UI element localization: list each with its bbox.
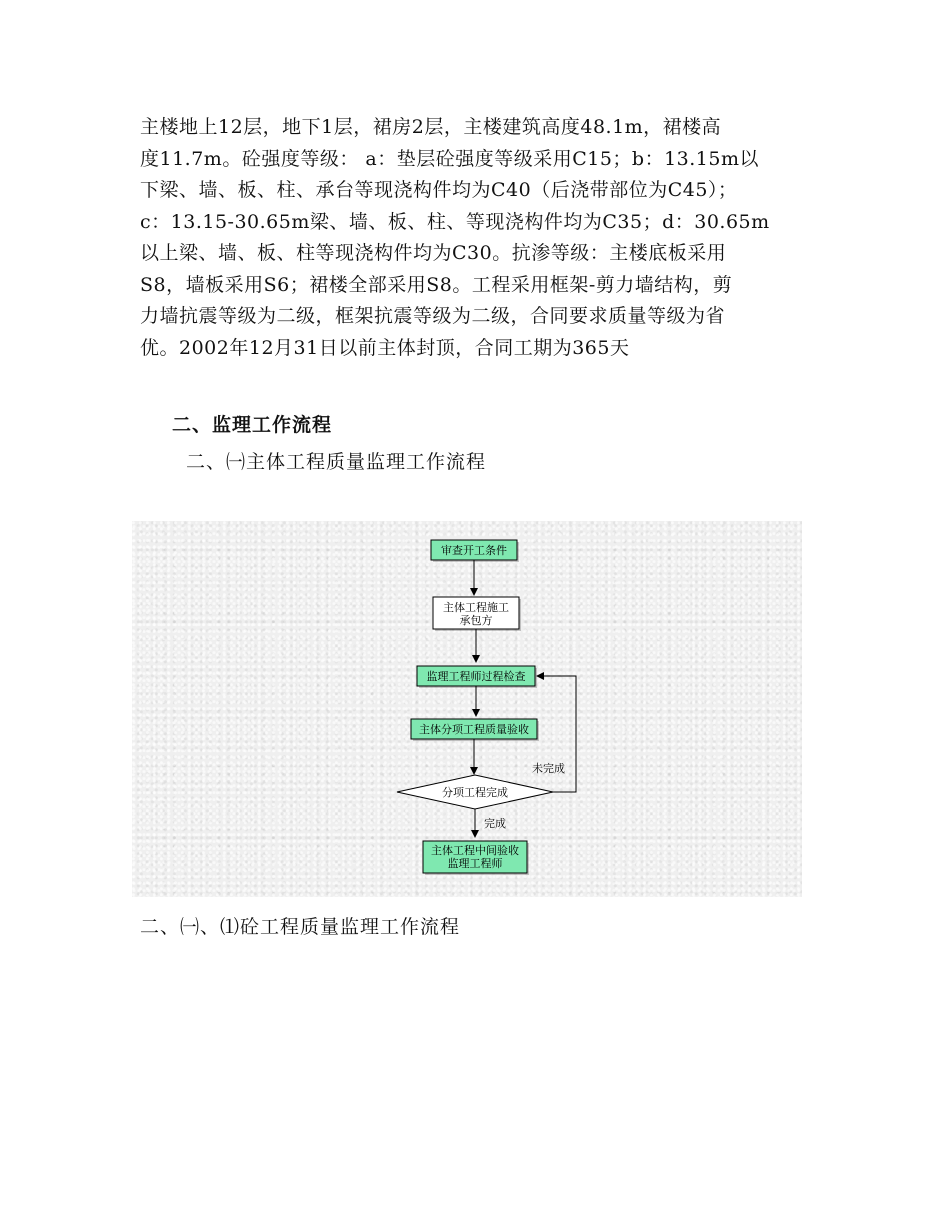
sub-subsection-heading: 二、㈠、⑴砼工程质量监理工作流程 xyxy=(140,916,461,938)
paragraph-line: 度11.7m。砼强度等级： a：垫层砼强度等级采用C15；b：13.15m以 xyxy=(140,147,759,170)
subsection-heading: 二、㈠主体工程质量监理工作流程 xyxy=(186,451,487,473)
paragraph-line: S8，墙板采用S6；裙楼全部采用S8。工程采用框架-剪力墙结构，剪 xyxy=(140,273,733,296)
paragraph-line: 主楼地上12层，地下1层，裙房2层，主楼建筑高度48.1m，裙楼高 xyxy=(140,116,722,138)
flow-node-review-label: 审查开工条件 xyxy=(441,544,507,557)
flow-node-acceptance xyxy=(411,719,539,741)
flow-node-contractor xyxy=(433,597,521,631)
flow-node-review xyxy=(431,540,519,562)
project-description-paragraph xyxy=(140,112,800,364)
flow-node-contractor-label-1: 主体工程施工 xyxy=(443,601,509,614)
paragraph-line: c：13.15-30.65m梁、墙、板、柱、等现浇构件均为C35；d：30.65m xyxy=(140,210,770,233)
flow-node-acceptance-label: 主体分项工程质量验收 xyxy=(419,723,529,736)
flowchart-figure xyxy=(132,521,802,897)
flowchart-diagram xyxy=(132,521,802,897)
paragraph-line: 以上梁、墙、板、柱等现浇构件均为C30。抗渗等级：主楼底板采用 xyxy=(140,242,727,264)
flow-node-contractor-label-2: 承包方 xyxy=(459,614,493,627)
flow-node-final-label-2: 监理工程师 xyxy=(447,857,503,870)
paragraph-line: 下梁、墙、板、柱、承台等现浇构件均为C40（后浇带部位为C45）； xyxy=(140,179,738,201)
flow-edge-complete-label: 完成 xyxy=(484,817,506,830)
paragraph-line: 力墙抗震等级为二级，框架抗震等级为二级，合同要求质量等级为省 xyxy=(140,305,726,327)
flow-node-final-label-1: 主体工程中间验收 xyxy=(431,844,519,857)
flow-node-decision xyxy=(397,775,553,809)
flow-node-inspect xyxy=(417,666,537,688)
paragraph-line: 优。2002年12月31日以前主体封顶，合同工期为365天 xyxy=(140,336,630,359)
section-heading: 二、监理工作流程 xyxy=(172,414,333,436)
flow-edge-incomplete-label: 未完成 xyxy=(532,762,565,775)
flow-node-final xyxy=(423,841,529,875)
flow-node-inspect-label: 监理工程师过程检查 xyxy=(426,670,526,683)
flow-node-decision-label: 分项工程完成 xyxy=(442,786,508,799)
